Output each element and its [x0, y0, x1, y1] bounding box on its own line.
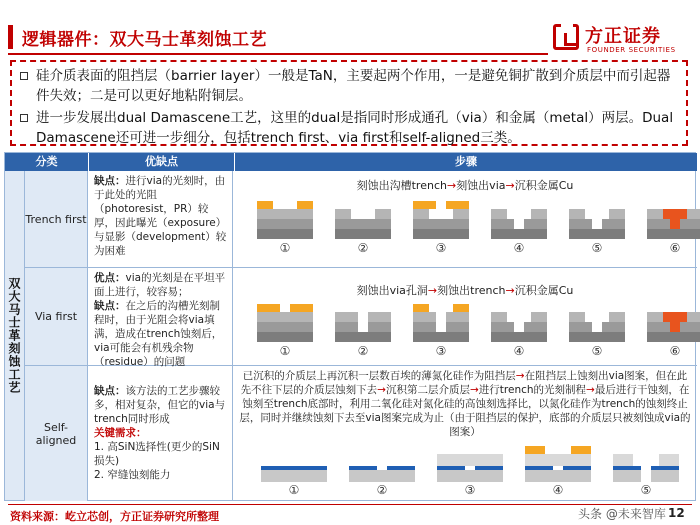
intro-bullet-text: 进一步发展出dual Damascene工艺，这里的dual是指同时形成通孔（via）和金属（metal）两层。Dual Damascene还可进一步细分，包括trench first、via first和self-aligned三类。 — [36, 110, 674, 146]
cons-text: 在之后的沟槽光刻制程时，由于光阻会将via填满，造成在trench蚀刻后，via可能会有机残余物（residue）的问题 — [94, 300, 223, 368]
sin-barrier-layer — [349, 466, 377, 470]
via-opening — [592, 219, 602, 229]
row-steps — [233, 268, 697, 365]
via-opening — [641, 466, 651, 482]
step-text: 已沉积的介质层上再沉积一层数百埃的薄氮化硅作为阻挡层 — [242, 370, 516, 382]
photoresist-layer — [525, 446, 545, 454]
cons-label: 缺点： — [94, 175, 126, 187]
photoresist-layer — [257, 201, 273, 209]
step-text: 刻蚀出沟槽trench — [356, 179, 447, 192]
step-number: ② — [376, 483, 388, 497]
arrow-icon: → — [505, 284, 515, 297]
step-number: ④ — [552, 483, 564, 497]
step-number: ③ — [435, 344, 447, 358]
process-diagram — [233, 199, 697, 239]
key-needs-label: 关键需求： — [94, 427, 147, 439]
arrow-icon: → — [377, 384, 386, 396]
step-number: ④ — [513, 241, 525, 255]
substrate-layer — [647, 332, 700, 342]
sin-barrier-layer — [261, 466, 327, 470]
table-row — [25, 268, 697, 366]
footer-source: 资料来源：屹立芯创，方正证券研究所整理 — [10, 510, 219, 523]
title-accent-bar — [8, 25, 13, 49]
step-number: ⑤ — [591, 241, 603, 255]
title-underline — [8, 53, 548, 55]
photoresist-layer — [453, 304, 469, 312]
table-row — [25, 366, 697, 501]
trench-opening — [358, 312, 368, 322]
process-table — [4, 152, 696, 501]
substrate-layer — [257, 229, 313, 239]
row-steps — [233, 171, 697, 267]
via-opening — [592, 322, 602, 332]
photoresist-layer — [290, 304, 313, 312]
self-aligned-description — [239, 369, 691, 439]
dielectric-layer — [261, 470, 327, 482]
substrate-layer — [413, 332, 469, 342]
sin-barrier-layer — [387, 466, 415, 470]
trench-opening — [507, 209, 531, 219]
intro-bullet — [20, 108, 678, 148]
step-number: ⑥ — [669, 344, 681, 358]
dielectric-layer — [525, 470, 591, 482]
dielectric-layer — [413, 219, 469, 229]
dielectric-layer — [257, 209, 313, 219]
substrate-layer — [335, 229, 391, 239]
process-diagram — [233, 444, 697, 482]
step-text: 沉积第二层介质层 — [385, 384, 470, 396]
dielectric-layer — [257, 312, 313, 322]
step-caption — [233, 282, 697, 298]
arrow-icon: → — [427, 284, 438, 297]
step-number: ④ — [513, 344, 525, 358]
sin-barrier-layer — [525, 466, 553, 470]
via-opening — [514, 322, 524, 332]
step-caption — [233, 177, 697, 193]
dielectric-layer — [257, 219, 313, 229]
substrate-layer — [257, 332, 313, 342]
header-steps: 步骤 — [234, 153, 697, 171]
metal-fill — [670, 219, 680, 229]
step-number: ① — [279, 344, 291, 358]
dielectric-layer — [437, 454, 503, 466]
row-name: Self-aligned — [25, 366, 88, 501]
step-text: 刻蚀出via孔洞 — [356, 284, 428, 297]
substrate-layer — [491, 332, 547, 342]
sin-barrier-layer — [437, 466, 465, 470]
logo-name: 方正证券 — [585, 26, 661, 47]
watermark: 头条 @未来智库 — [578, 507, 666, 521]
key-need-item: 2. 窄缝蚀刻能力 — [94, 469, 171, 481]
step-number: ⑤ — [591, 344, 603, 358]
sin-barrier-layer — [475, 466, 503, 470]
header-pros-cons: 优缺点 — [88, 153, 234, 171]
process-diagram — [233, 302, 697, 342]
step-text: 最后进行干蚀刻，在蚀刻至trench底部时，利用二氧化硅对氮化硅的高蚀刻选择比，以氮化硅作为trench的蚀刻终止层，同时并继续蚀刻下去至via图案完成为止（由于阻挡层的保护，底部的介质层只被刻蚀成via的图案） — [239, 384, 691, 438]
cons-text: 该方法的工艺步骤较多，相对复杂，但它的via与trench同时形成 — [94, 385, 226, 425]
step-text: 刻蚀出trench — [437, 284, 506, 297]
page-title: 逻辑器件：双大马士革刻蚀工艺 — [22, 30, 267, 50]
step-text: 进行trench的光刻制程 — [478, 384, 587, 396]
step-number: ③ — [435, 241, 447, 255]
dielectric-layer — [437, 470, 503, 482]
step-number: ② — [357, 241, 369, 255]
step-number: ① — [288, 483, 300, 497]
step-text: 刻蚀出via — [456, 179, 506, 192]
square-bullet-icon — [20, 72, 28, 80]
photoresist-layer — [297, 201, 313, 209]
dielectric-layer — [349, 470, 415, 482]
cons-text: 进行via的光刻时，由于此处的光阻（photoresist，PR）较厚，因此曝光（exposure）与显影（development）较为困难 — [94, 175, 227, 257]
intro-bullet-text: 硅介质表面的阻挡层（barrier layer）一般是TaN，主要起两个作用，一是避免铜扩散到介质层中而引起器件失效；二是可以更好地粘附铜层。 — [36, 68, 671, 104]
step-numbers — [233, 483, 697, 499]
arrow-icon: → — [586, 384, 595, 396]
via-opening — [358, 322, 368, 332]
trench-opening — [351, 209, 375, 219]
step-numbers — [233, 241, 697, 257]
row-description — [88, 268, 233, 368]
trench-opening — [633, 454, 659, 466]
cons-label: 缺点： — [94, 300, 126, 312]
side-label-cell — [5, 171, 25, 500]
photoresist-layer — [446, 201, 469, 209]
sin-barrier-layer — [613, 466, 641, 470]
page-number: 12 — [668, 506, 685, 520]
sin-barrier-layer — [563, 466, 591, 470]
substrate-layer — [413, 229, 469, 239]
key-need-item: 1. 高SiN选择性(更少的SiN损失) — [94, 441, 220, 467]
substrate-layer — [647, 229, 700, 239]
intro-box — [10, 60, 688, 146]
trench-opening — [507, 312, 531, 322]
cons-label: 缺点： — [94, 385, 126, 397]
step-text: 沉积金属Cu — [514, 179, 574, 192]
substrate-layer — [491, 229, 547, 239]
dielectric-layer — [525, 454, 591, 466]
photoresist-layer — [413, 201, 436, 209]
row-description — [88, 366, 233, 501]
arrow-icon: → — [515, 370, 525, 382]
trench-opening — [585, 209, 609, 219]
substrate-layer — [335, 332, 391, 342]
arrow-icon: → — [505, 179, 515, 192]
step-number: ② — [357, 344, 369, 358]
brand-logo — [553, 22, 693, 58]
trench-opening — [585, 312, 609, 322]
row-steps — [233, 366, 697, 501]
step-text: 在阻挡层上蚀刻出via图案，但在此先不往下层的介质层蚀刻下去 — [240, 370, 688, 396]
substrate-layer — [569, 229, 625, 239]
metal-fill — [663, 312, 687, 322]
pros-text: via的光刻是在平坦平面上进行，较容易； — [94, 272, 226, 298]
square-bullet-icon — [20, 114, 28, 122]
table-row — [25, 171, 697, 268]
logo-mark-icon — [553, 24, 579, 50]
intro-bullet — [20, 66, 678, 106]
step-number: ③ — [464, 483, 476, 497]
pros-label: 优点： — [94, 272, 126, 284]
trench-opening — [436, 312, 446, 322]
header-category: 分类 — [5, 153, 88, 171]
photoresist-layer — [571, 446, 591, 454]
arrow-icon: → — [469, 384, 479, 396]
metal-fill — [663, 209, 687, 219]
via-opening — [436, 322, 446, 332]
dielectric-layer — [335, 219, 391, 229]
via-opening — [514, 219, 524, 229]
step-number: ⑥ — [669, 241, 681, 255]
arrow-icon: → — [446, 179, 457, 192]
side-label: 双大马士革刻蚀工艺 — [7, 277, 21, 394]
substrate-layer — [569, 332, 625, 342]
metal-fill — [670, 322, 680, 332]
row-name: Via first — [25, 268, 88, 365]
logo-subtitle: FOUNDER SECURITIES — [587, 46, 676, 54]
sin-barrier-layer — [651, 466, 679, 470]
step-text: 沉积金属Cu — [514, 284, 574, 297]
trench-opening — [429, 209, 453, 219]
step-numbers — [233, 344, 697, 360]
step-number: ① — [279, 241, 291, 255]
row-description — [88, 171, 233, 267]
photoresist-layer — [257, 304, 280, 312]
dielectric-layer — [257, 322, 313, 332]
photoresist-layer — [413, 304, 429, 312]
row-name: Trench first — [25, 171, 88, 267]
step-number: ⑤ — [640, 483, 652, 497]
